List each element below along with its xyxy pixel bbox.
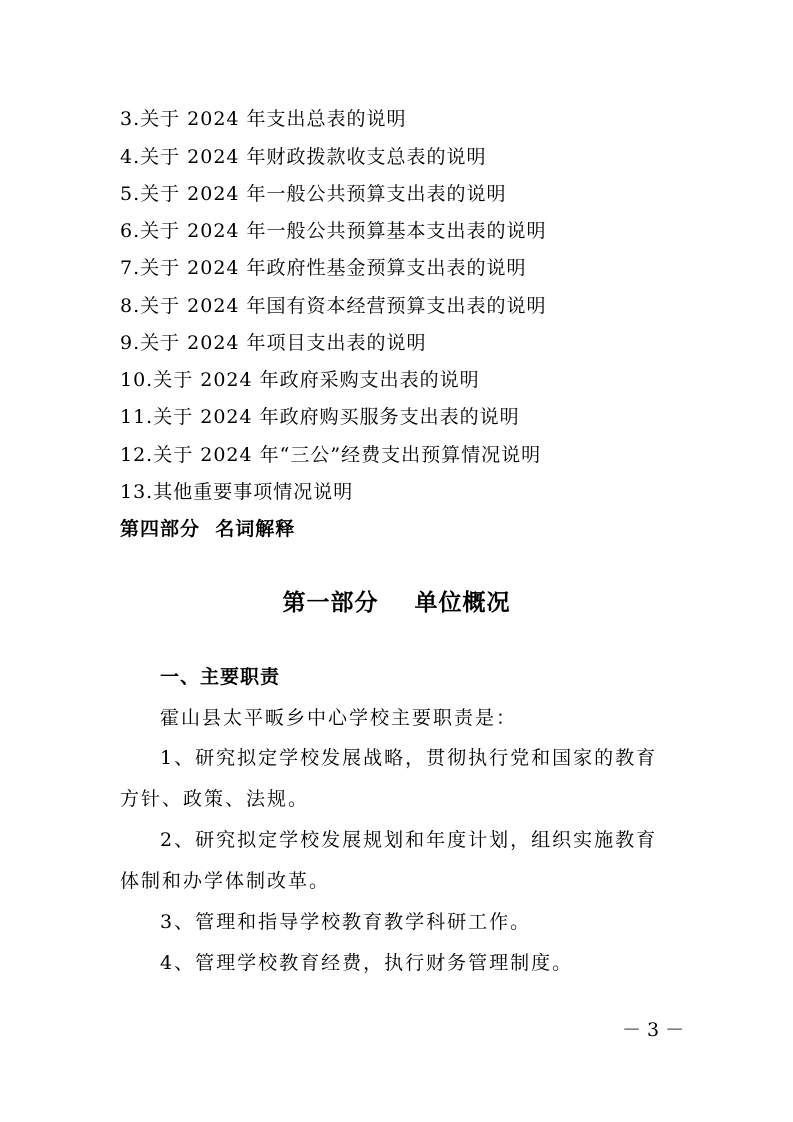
subheading-main-duties: 一、主要职责 — [160, 666, 281, 688]
duties-intro: 霍山县太平畈乡中心学校主要职责是： — [160, 707, 518, 729]
toc-item-3: 3.关于 2024 年支出总表的说明 — [120, 108, 407, 130]
toc-item-4: 4.关于 2024 年财政拨款收支总表的说明 — [120, 146, 487, 168]
duty-4: 4、管理学校教育经费，执行财务管理制度。 — [160, 952, 574, 974]
toc-item-10: 10.关于 2024 年政府采购支出表的说明 — [120, 369, 480, 391]
toc-item-11: 11.关于 2024 年政府购买服务支出表的说明 — [120, 406, 520, 428]
duty-3: 3、管理和指导学校教育教学科研工作。 — [160, 911, 532, 933]
duty-2-line-2: 体制和办学体制改革。 — [120, 870, 331, 892]
page-number: － 3 － — [622, 1019, 685, 1041]
section-title: 第一部分 单位概况 — [282, 590, 511, 616]
toc-item-6: 6.关于 2024 年一般公共预算基本支出表的说明 — [120, 220, 547, 242]
toc-item-8: 8.关于 2024 年国有资本经营预算支出表的说明 — [120, 295, 547, 317]
toc-item-9: 9.关于 2024 年项目支出表的说明 — [120, 332, 427, 354]
duty-1-line-1: 1、研究拟定学校发展战略，贯彻执行党和国家的教育 — [160, 747, 658, 769]
duty-1-line-2: 方针、政策、法规。 — [120, 788, 310, 810]
toc-item-13: 13.其他重要事项情况说明 — [120, 481, 354, 503]
duty-2-line-1: 2、研究拟定学校发展规划和年度计划，组织实施教育 — [160, 829, 658, 851]
toc-item-7: 7.关于 2024 年政府性基金预算支出表的说明 — [120, 257, 527, 279]
toc-item-12: 12.关于 2024 年“三公”经费支出预算情况说明 — [120, 444, 542, 466]
toc-part-four: 第四部分 名词解释 — [120, 518, 296, 540]
toc-item-5: 5.关于 2024 年一般公共预算支出表的说明 — [120, 183, 507, 205]
